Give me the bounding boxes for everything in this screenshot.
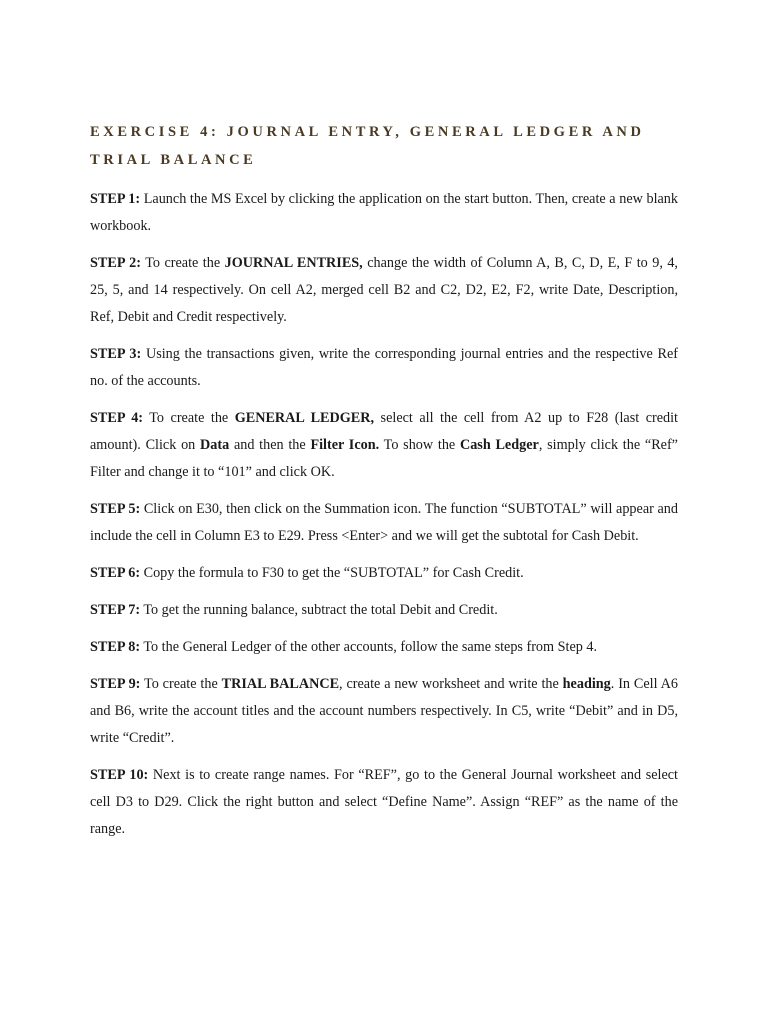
document-body — [90, 118, 678, 853]
step-emphasis: GENERAL LEDGER, — [234, 410, 375, 426]
step-label: STEP 3: — [90, 346, 142, 362]
step-text: Copy the formula to F30 to get the “SUBTOTAL” for Cash Credit. — [140, 565, 524, 581]
step-text: To create the — [140, 676, 222, 692]
step-paragraph — [90, 341, 678, 395]
step-label: STEP 8: — [90, 639, 141, 655]
step-label: STEP 5: — [90, 501, 141, 517]
step-text: To get the running balance, subtract the total Debit and Credit. — [140, 602, 498, 618]
exercise-title: EXERCISE 4: JOURNAL ENTRY, GENERAL LEDGER AND TRIAL BALANCE — [90, 124, 645, 168]
step-paragraph — [90, 634, 678, 661]
step-paragraph — [90, 671, 678, 752]
step-emphasis: Filter Icon. — [310, 437, 380, 453]
step-emphasis: Data — [200, 437, 230, 453]
step-text: Using the transactions given, write the corresponding journal entries and the respective Ref no. of the accounts. — [90, 346, 678, 389]
step-text: change the width of Column A, B, C, D, E, F to 9, 4, 25, 5, and 14 respectively. On cell A2, merged cell B2 and C2, D2, E2, F2, write Date, Description, Ref, Debit and Credit respectively. — [90, 255, 678, 325]
step-text: To the General Ledger of the other accounts, follow the same steps from Step 4. — [140, 639, 598, 655]
step-text: To create the — [143, 410, 235, 426]
step-paragraph — [90, 762, 678, 843]
step-emphasis: TRIAL BALANCE — [221, 676, 340, 692]
step-label: STEP 9: — [90, 676, 141, 692]
step-text: Click on E30, then click on the Summation icon. The function “SUBTOTAL” will appear and include the cell in Column E3 to E29. Press <Enter> and we will get the subtotal for Cash Debit. — [90, 501, 678, 544]
step-emphasis: heading — [562, 676, 611, 692]
step-text: To show the — [379, 437, 460, 453]
step-paragraph — [90, 560, 678, 587]
step-text: select all the cell from A2 up to F28 (last credit amount). Click on — [90, 410, 678, 453]
step-emphasis: JOURNAL ENTRIES, — [224, 255, 363, 271]
step-label: STEP 1: — [90, 191, 141, 207]
step-text: . In Cell A6 and B6, write the account titles and the account numbers respectively. In C5, write “Debit” and in D5, write “Credit”. — [90, 676, 678, 746]
step-paragraph — [90, 250, 678, 331]
step-paragraph — [90, 405, 678, 486]
step-label: STEP 7: — [90, 602, 141, 618]
step-emphasis: Cash Ledger — [459, 437, 539, 453]
step-text: Launch the MS Excel by clicking the application on the start button. Then, create a new blank workbook. — [90, 191, 678, 234]
step-label: STEP 6: — [90, 565, 141, 581]
step-text: , simply click the “Ref” Filter and change it to “101” and click OK. — [90, 437, 678, 480]
step-text: and then the — [229, 437, 311, 453]
step-label: STEP 2: — [90, 255, 141, 271]
steps-list — [90, 186, 678, 843]
step-label: STEP 4: — [90, 410, 144, 426]
step-text: , create a new worksheet and write the — [339, 676, 563, 692]
step-label: STEP 10: — [90, 767, 149, 783]
step-text: Next is to create range names. For “REF”, go to the General Journal worksheet and select cell D3 to D29. Click the right button and select “Define Name”. Assign “REF” as the name of the range. — [90, 767, 678, 837]
step-paragraph — [90, 186, 678, 240]
step-text: To create the — [141, 255, 225, 271]
step-paragraph — [90, 597, 678, 624]
step-paragraph — [90, 496, 678, 550]
